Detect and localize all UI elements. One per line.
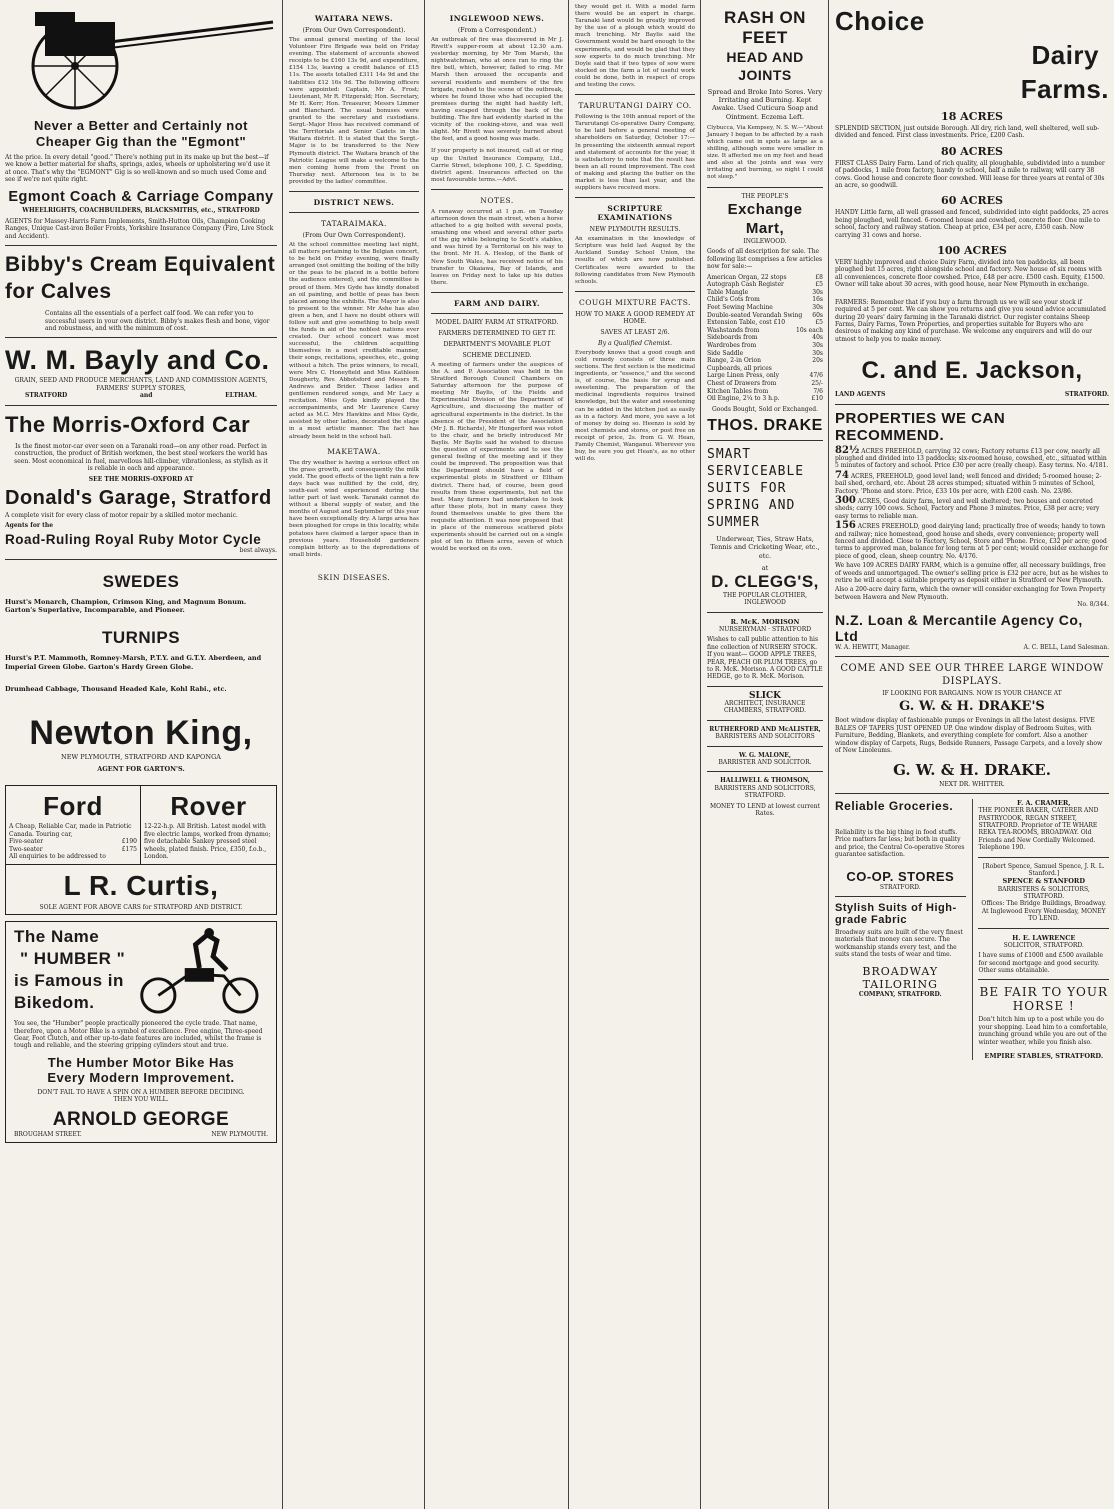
inglewood-body: An outbreak of fire was discovered in Mr J. Rivett's supper-room at about 12.30 a.m. yesterday morning, by Mr Tom Marsh, the nightwatchman, who at once ran to ring the fire bell, which, however, failed to ring. Mr Marsh then aroused the occupants and several residents and members of the fire brigade, rushed to the scene of the outbreak, where he found those who had occupied the premises during the night had hastily left, having escaped through the back of the building. The fire had evidently started in the vicinity of the cooking-stove, and was well alight. Mr Rivett was severely burned about the feet, and a good hosing was made. xyxy=(431,37,563,143)
insurance-notice: If your property is not insured, call at or ring up the United Insurance Company, Ltd., Carrie Street, telephone 100, J. C. Spedding, district agent. Insurances effected on the most favourable terms.—Advt. xyxy=(431,148,563,183)
egmont-headline-2: Cheaper Gig than the "Egmont" xyxy=(35,134,247,149)
list-item: Side Saddle 30s xyxy=(707,349,823,357)
farm-body: A meeting of farmers under the auspices of the A. and P. Association was held in the Stratford Borough Council Chambers on Saturday afternoon for the purpose of meeting Mr Baylis, of the Fields and Experimental Division of the Department of Agriculture, and discussing the matter of agricultural experiments in the district. In the absence of the President of the Association (Mr J. B. Richards), Mr Hungerford was voted to the chair, and he briefly introduced Mr Baylis. Mr Baylis said he wished to discuss the question of experiments and to see the general feeling of the meeting and if they could be improved. The proposition was that the Department should have a field of experimental plots in Stratford or Eltham district. There had, of course, been good results from these experiments, but not the best. Many farmers had undertaken to look after these plots, but in many cases they found themselves unable to give them the requisite attention. It was now proposed that in place of the numerous scattered plots experiments should be carried out on a single plot of ten to fifteen acres, seven of which would be worked on its own. xyxy=(431,361,563,553)
continued-body: they would get it. With a model farm there would be an expert in charge. Taranaki land would be greatly improved by the use of a plough which would do much trenching. Mr Baylis said the Government would be hard enough to the experiments, and would be glad that they sow experts to do much trenching. Mr Doyle said that if two types of sow were stocked on the farm a lot of useful work could be done, both in respect of crops and testing the cows. xyxy=(575,4,695,89)
empire-stables: EMPIRE STABLES, STRATFORD. xyxy=(984,1052,1104,1061)
list-item: American Organ, 22 stops £8 xyxy=(707,273,823,281)
column-land-agents xyxy=(830,0,1114,1509)
exchange-town: INGLEWOOD. xyxy=(743,237,787,245)
dealer-street: BROUGHAM STREET. xyxy=(14,1130,82,1138)
cough-by: By a Qualified Chemist. xyxy=(598,339,672,347)
list-item: Cupboards, all prices xyxy=(707,364,772,372)
egmont-body: At the price. In every detail "good." There's nothing put in its make up but the best—if we know a better material for shafts, springs, axles, wheels or upholstering we'd use it at once. That's why the "EGMONT" Gig is so well-known and so much used Come and see if we're not quite right. xyxy=(5,154,271,184)
thomson-name: HALLIWELL & THOMSON, xyxy=(720,777,810,785)
cabbage-line: Drumhead Cabbage, Thousand Headed Kale, Kohl Rabi., etc. xyxy=(5,684,227,693)
column-news-inglewood xyxy=(426,0,568,1509)
list-item: Double-seated Verandah Swing 60s xyxy=(707,311,823,319)
column-rule xyxy=(568,0,569,1509)
groceries-title: Reliable Groceries. xyxy=(835,798,954,813)
list-item: Large Linen Press, only 47/6 xyxy=(707,372,823,380)
stylish-body: Broadway suits are built of the very finest materials that money can secure. The workmanship stands every test, and the suits stand the tests of wear and time. xyxy=(835,928,963,959)
newton-advert xyxy=(5,713,277,773)
properties-extra: We have 109 ACRES DAIRY FARM, which is a genuine offer, all necessary buildings, free of weeds and unmortgaged. The owner's selling price is £32 per acre, but as he wishes to retire he will accept a suitable property as deposit either in Stratford or New Plymouth. xyxy=(835,562,1109,585)
rash-body: Clybucca, Via Kempsey, N. S. W.—"About January I began to be affected by a rash which came out in spots as large as a shilling, although some were smaller in size. It affected me on my feet and head and also at the joints and was very irritating and burning, so night I could not sleep." xyxy=(707,124,823,181)
egmont-headline: Never a Better and Certainly not xyxy=(34,118,248,133)
exchange-foot: Goods Bought, Sold or Exchanged. xyxy=(711,405,818,413)
list-item: Child's Cots from 16s xyxy=(707,296,823,304)
bayly-and: and xyxy=(139,392,153,400)
list-item: Autograph Cash Register £5 xyxy=(707,281,823,289)
humber-line-3: is Famous in xyxy=(14,971,124,991)
list-item: Kitchen Tables from 7/6 xyxy=(707,387,823,395)
humber-line-4: Bikedom. xyxy=(14,993,95,1013)
groceries-body: Reliability is the big thing in food stuffs. Price matters far less; but both in quality and price, the Central Co-operative Stores guarantee satisfaction. xyxy=(835,828,965,859)
curtis-name: L R. Curtis, xyxy=(63,869,219,901)
farms-heading: Farms. xyxy=(1020,74,1109,104)
tataraimaka-title: TATARAIMAKA. xyxy=(321,218,387,228)
farm-title: FARM AND DAIRY. xyxy=(454,298,540,308)
morris-body: Is the finest motor-car ever seen on a Taranaki road—on any other road. Perfect in construction, the product of British workmen, the best steel workers the world has seen. Most economical in fuel, marvellous hill-climber, vibrationless, as stylish as it is reliable in each and appearance. xyxy=(14,442,268,472)
egmont-company: Egmont Coach & Carriage Company xyxy=(8,188,274,205)
scripture-body: An examination in the knowledge of Scripture was held last August by the Auckland Sunday School Union, the results of which are now published. Certificates were awarded to the following candidates from New Plymouth schools. xyxy=(575,236,695,285)
malone-sub: BARRISTER AND SOLICITOR. xyxy=(718,759,812,766)
seeds-advert xyxy=(5,572,277,693)
rover-advert xyxy=(141,786,276,863)
bayly-eltham: ELTHAM. xyxy=(225,392,257,400)
spence-name: SPENCE & STANFORD xyxy=(1002,877,1085,886)
swedes-title: SWEDES xyxy=(102,571,180,591)
properties-ref: No. 8/344. xyxy=(1077,601,1109,609)
list-item: Sideboards from 40s xyxy=(707,334,823,342)
donald-garage: Donald's Garage, Stratford xyxy=(5,486,272,509)
egmont-trades: WHEELRIGHTS, COACHBUILDERS, BLACKSMITHS, etc., STRATFORD xyxy=(22,206,260,214)
morison-body: Wishes to call public attention to his fine collection of NURSERY STOCK. If you want— GOOD APPLE TREES, PEAR, PEACH OR PLUM TREES, go to R. McK. Morison. A GOOD CATTLE HEDGE, go to R. McK. Morison. xyxy=(707,636,823,681)
egmont-advert xyxy=(5,4,277,240)
tarurutangi-body: Following is the 16th annual report of the Tarurutangi Co-operative Dairy Company, to be laid before a general meeting of shareholders on Saturday, October 17:— In presenting the sixteenth annual report and statement of accounts for the year, it is satisfactory to note that the result has been an all round improvement. The cost of making and placing the butter on the market is less than last year, and the suppliers have received more. xyxy=(575,114,695,192)
spence-sub: BARRISTERS & SOLICITORS, STRATFORD. xyxy=(997,885,1090,900)
cough-subtitle: HOW TO MAKE A GOOD REMEDY AT HOME. xyxy=(575,310,695,325)
properties-extra-2: Also a 200-acre dairy farm, which the owner will consider exchanging for Town Property between Hawera and New Plymouth. xyxy=(835,586,1106,601)
ford-price-row: Five-seater £190 xyxy=(9,838,137,846)
slick-sub: ARCHITECT, INSURANCE CHAMBERS, STRATFORD. xyxy=(723,699,807,715)
smart-at: at xyxy=(761,563,769,572)
model-dairy-title: MODEL DAIRY FARM AT STRATFORD. xyxy=(435,318,559,326)
spence-office: Offices: The Bridge Buildings, Broadway. xyxy=(981,900,1107,908)
broadway-sub: COMPANY, STRATFORD. xyxy=(858,990,942,998)
exchange-mart: Exchange Mart, xyxy=(727,200,803,237)
district-title: DISTRICT NEWS. xyxy=(313,197,395,207)
list-item: 18 ACRES SPLENDID SECTION, just outside Borough. All dry, rich land, well sheltered, well sub-divided and fenced. First class investments. Price, £200 Cash. xyxy=(835,110,1100,140)
rover-body: 12-22-h.p. All British. Latest model with five electric lamps, worked from dynamo; five detachable Sankey pressed steel wheels, plated finish. Price, £350, f.o.b., London. xyxy=(144,823,271,860)
maketawa-title: MAKETAWA. xyxy=(327,446,381,456)
list-item: 300 ACRES, Good dairy farm, level and well sheltered; two houses and concreted sheds; carry 100 cows. School, Factory and Phone 3 minutes. Price, £38 per acre; very easy terms to reliable man. xyxy=(835,494,1100,520)
broadway-tailoring: BROADWAY TAILORING xyxy=(862,964,939,991)
ford-body: A Cheap, Reliable Car, made in Patriotic Canada. Touring car, xyxy=(9,823,132,838)
cough-body: Everybody knows that a good cough and cold remedy consists of three main sections. The first section is the medicinal ingredients, or "essence," and the second is, of course, the basis for syrup and sweetening. The preparation of the medicinal ingredients requires trained knowledge, but the water and sweetening can be added in the kitchen just as easily as in a factory. And more, you save a lot of money by doing so. Heenzo is sold by most chemists and stores, or post free on receipt of price, 2s. from G. W. Hean, Family Chemist, Wanganui. Wherever you buy, be sure you get Hean's, as no other will do. xyxy=(575,349,695,463)
gw-drake: G. W. & H. DRAKE'S xyxy=(899,699,1045,715)
np-results: NEW PLYMOUTH RESULTS. xyxy=(589,226,681,234)
column-news-dairy xyxy=(570,0,700,1509)
list-item: 80 ACRES FIRST CLASS Dairy Farm. Land of rich quality, all ploughable, subdivided into a number of paddocks, 1 mile from factory, handy to school, half a mile to railway, will carry 38 cows. Good house and concrete floor cowshed. Will lease for three years at rental of 30s an acre, so goodwill. xyxy=(835,144,1105,190)
waitara-body: The annual general meeting of the local Volunteer Fire Brigade was held on Friday evening. The statement of accounts showed receipts to be £160 13s 9d, and expenditure, £154 13s, leaving a credit balance of £15 11s. The assets totalled £311 14s 9d and the liabilities £12 16s 9d. The following officers were appointed: Captain, Mr A. Frost; Lieutenant, Mr R. Fitzgerald; Hon. Secretary, Mr H. Kerr; Hon. Treasurer, Messrs Limmer and Blanchard. The usual bonuses were granted to the secretary and custodians. Sergt.-Major Hess has received command of the Territorials and Senior Cadets in the Waitara district. It is stated that the Sergt.-Major is to be transferred to the New Plymouth district. The Waitara branch of the Patriotic League will make a welcome to the men coming home from the Front on Thursday next. Afternoon tea is to be provided by the ladies' committee. xyxy=(289,37,419,185)
list-item: Oil Engine, 2¼ to 3 h.p. £10 xyxy=(707,395,823,403)
gw-drake-2: G. W. & H. DRAKE. xyxy=(893,760,1051,779)
swedes-body: Hurst's Monarch, Champion, Crimson King, and Magnum Bonum. Garton's Superlative, Incomparable, and Pioneer. xyxy=(5,597,247,615)
dairy-heading: Dairy xyxy=(1031,40,1099,70)
list-item: 100 ACRES VERY highly improved and choice Dairy Farm, divided into ten paddocks, all been ploughed but 15 acres, right alongside school and factory. New house of six rooms with all conveniences, concrete floor cowshed. Price, £48 per acre. £500 cash. Equity, £1500. Owner will take about 30 acres, with good house, near New Plymouth in exchange. xyxy=(835,244,1105,289)
fair-body: Don't hitch him up to a post while you do your shopping. Lead him to a comfortable, munching ground while you are out of the winter weather, while you finish also. xyxy=(978,1016,1109,1046)
humber-advert xyxy=(5,921,277,1143)
rutherford-name: RUTHERFORD AND McALISTER, xyxy=(709,725,821,733)
morison-nurseryman: NURSERYMAN · STRATFORD xyxy=(718,625,812,633)
turnips-body: Hurst's P.T. Mammoth, Romney-Marsh, P.T.Y. and G.T.Y. Aberdeen, and Imperial Green Globe. Garton's Hardy Green Globe. xyxy=(5,654,262,671)
scripture-title: SCRIPTURE EXAMINATIONS xyxy=(597,204,673,223)
window-title: COME AND SEE OUR THREE LARGE WINDOW DISPLAYS. xyxy=(840,663,1104,688)
humber-cta: DON'T FAIL TO HAVE A SPIN ON A HUMBER BEFORE DECIDING. xyxy=(37,1088,245,1096)
list-item: Table Mangle 30s xyxy=(707,288,823,296)
bibby-title: Bibby's Cream Equivalent xyxy=(5,253,276,277)
bibby-advert xyxy=(5,251,277,332)
jackson-stratford: STRATFORD. xyxy=(1064,391,1109,399)
window-sub: IF LOOKING FOR BARGAINS. NOW IS YOUR CHANCE AT xyxy=(882,690,1062,698)
morison-name: R. McK. MORISON xyxy=(730,617,800,626)
column-news-waitara xyxy=(284,0,424,1509)
thos-drake: THOS. DRAKE xyxy=(707,417,823,435)
scheme-title: SCHEME DECLINED. xyxy=(462,351,532,359)
peoples-label: THE PEOPLE'S xyxy=(741,192,789,200)
farmers-note: FARMERS: Remember that if you buy a farm through us we will see your stock if required at 5 per cent. We can show you returns and give you sound advice accumulated during 20 years' dairy farming in the Taranaki district. Our register contains Sheep Farms, Dairy Farms, Town Properties, and properties suitable for Buyers who are desirous of making any kind of purchase. We welcome any enquirers and will do our utmost to help you to make money. xyxy=(835,298,1106,343)
car-adverts xyxy=(5,785,277,864)
ruby-motorcycle: Road-Ruling Royal Ruby Motor Cycle xyxy=(5,531,262,547)
ford-title: Ford xyxy=(43,791,103,822)
rash-title-2: HEAD AND JOINTS xyxy=(726,49,804,83)
column-rule xyxy=(424,0,425,1509)
column-advertisements-left xyxy=(0,0,282,1509)
loan-agency: N.Z. Loan & Mercantile Agency Co, Ltd xyxy=(835,611,1083,644)
humber-line-1: The Name xyxy=(14,927,100,947)
properties-list xyxy=(835,444,1109,561)
dealer-town: NEW PLYMOUTH. xyxy=(211,1130,268,1138)
loan-manager: W. A. HEWITT, Manager. xyxy=(835,643,910,651)
morris-title: The Morris-Oxford Car xyxy=(5,411,251,437)
list-item: 82½ ACRES FREEHOLD, carrying 32 cows; Factory returns £13 per cow, nearly all ploughed and divided into 13 paddocks; six-roomed house, cowshed, etc., situated within 5 minutes of factory and school. Price £30 per acre (really cheap). Easy terms. No. 4/181. xyxy=(835,444,1109,470)
bibby-body: Contains all the essentials of a perfect calf food. We can refer you to successful users in your own district. Bibby's makes flesh and bone, vigor and robustness, and with the minimum of cost. xyxy=(45,310,270,333)
bayly-advert xyxy=(5,343,277,399)
humber-body: You see, the "Humber" people practically pioneered the cycle trade. That name, therefore, upon a Motor Bike is a symbol of excellence. Free engine, Three-speed Gear, Foot Clutch, and other up-to-date features are included, whilst the frame is tough and reliable, and the steering gripping cylinders stout and true. xyxy=(14,1020,263,1050)
morris-advert xyxy=(5,411,277,554)
maketawa-body: The dry weather is having a serious effect on the grass growth, and consequently the milk yield. The good effects of the light rain a few days back was nullified by the cold, dry, south-east wind experienced during the latter part of last week. Taranaki cannot do without a liberal supply of water, and the months of August and September of this year have been exceptionally dry. A large area has been ploughed for crops in this locality, while potatoes have claimed a larger space than in previous years. Household gardeners complain bitterly as to the depredations of small birds. xyxy=(289,459,419,558)
smart-body: Underwear, Ties, Straw Hats, Tennis and Cricketing Wear, etc., etc. xyxy=(710,535,820,560)
cramer-phone: Telephone 190. xyxy=(978,844,1026,852)
list-item: 74 ACRES, FREEHOLD, good level land; well fenced and divided; 5-roomed house; 2-bail shed, orchard, etc. About 28 acres stumped; situated within 5 minutes of School, Factory. 'Phone and store. Price, £33 10s per acre, with £200 cash. No. 23/86. xyxy=(835,469,1102,495)
waitara-byline: (From Our Own Correspondent). xyxy=(302,27,406,34)
ford-price-row: Two-seater £175 xyxy=(9,845,137,853)
rover-title: Rover xyxy=(170,791,247,822)
jackson-name: C. and E. Jackson, xyxy=(861,357,1083,385)
humber-cta-2: THEN YOU WILL. xyxy=(113,1096,169,1104)
humber-tagline-2: Every Modern Improvement. xyxy=(47,1069,235,1085)
thomson-sub: BARRISTERS AND SOLICITORS, STRATFORD. xyxy=(714,784,816,800)
curtis-line: SOLE AGENT FOR ABOVE CARS for STRATFORD AND DISTRICT. xyxy=(39,903,243,911)
spence-inglewood: At Inglewood Every Wednesday, MONEY TO LEND. xyxy=(981,907,1106,923)
newton-name: Newton King, xyxy=(29,713,253,752)
waitara-title: WAITARA NEWS. xyxy=(314,14,394,23)
stylish-title: Stylish Suits of High-grade Fabric xyxy=(835,901,957,926)
fair-title: BE FAIR TO YOUR HORSE ! xyxy=(979,985,1108,1014)
newton-loc: NEW PLYMOUTH, STRATFORD AND KAPONGA xyxy=(61,752,221,761)
list-item: Chest of Drawers from 25/- xyxy=(707,379,823,387)
spence-names: [Robert Spence, Samuel Spence, J. R. L. Stanford.] xyxy=(982,862,1105,877)
coop-loc: STRATFORD. xyxy=(879,883,921,891)
inglewood-title: INGLEWOOD NEWS. xyxy=(449,14,545,23)
stock-note: best always. xyxy=(239,546,277,554)
rash-sub: Spread and Broke Into Sores. Very Irritating and Burning. Kept Awake. Used Cuticura Soap and Ointment. Eczema Left. xyxy=(707,88,823,121)
newton-agent: AGENT FOR GARTON'S. xyxy=(97,765,185,774)
slick-name: SLICK xyxy=(748,690,782,701)
ford-enquiries: All enquiries to be addressed to xyxy=(9,853,106,861)
curtis-advert xyxy=(5,865,277,915)
list-item: Wardrobes from 30s xyxy=(707,341,823,349)
choice-heading: Choice xyxy=(835,6,925,36)
gw-next: NEXT DR. WHITTER. xyxy=(939,780,1005,788)
humber-tagline: The Humber Motor Bike Has xyxy=(47,1054,235,1070)
clegg-sub: THE POPULAR CLOTHIER, INGLEWOOD xyxy=(722,591,808,607)
column-rule xyxy=(700,0,701,1509)
bayly-name: W. M. Bayly and Co. xyxy=(5,345,270,376)
skin-title: SKIN DISEASES. xyxy=(317,572,391,582)
tataraimaka-body: At the school committee meeting last night, all matters pertaining to the Belgian concert, to be held on Friday evening, were finally arranged (not omitting the boiling of the billy or the peas to be placed in a bottle before the audience entered), and the committee is proud of them. Mrs Gyde has kindly donated an oil painting, and bottle of peas has been placed among the exhibits. The Mayor is also to present to the winner. Mr Ashe has also given a hen, and I have no doubt others will follow suit and give something to help swell the funds in aid of the noblest nations ever created. Our school concert was most successful, the children acquitting themselves in a most creditable manner, their songs, recitations, speeches, etc., going without a hitch. The prize winners, to recall, were Mrs C. Honeyfield and Miss Kathleen Dougherty, Rev. Abbotsford and Messrs R. Andrews and Brider. These ladies and gentlemen rendered songs, and Mr Lacy a recitation. Miss Gyde kindly played the accompaniments, and Mr Laurence Carey acted as M.C. Mrs Hawkins and Miss Gyde, assisted by other ladies, decorated the stage in a most artistic manner. The fact has already been held in the school hall. xyxy=(289,241,419,440)
cramer-body: THE PIONEER BAKER, CATERER AND PASTRYCOOK, REGAN STREET, STRATFORD. Proprietor of TE WHARE REKA TEA-ROOMS, BROADWAY. Old Friends and New Cordially Welcomed. xyxy=(978,807,1099,844)
motorcycle-rider-illustration xyxy=(131,926,268,1016)
list-item: Range, 2-in Orion 20s xyxy=(707,357,823,365)
column-rule xyxy=(828,0,829,1509)
bibby-title-2: for Calves xyxy=(5,280,112,304)
morris-see: SEE THE MORRIS-OXFORD AT xyxy=(88,476,194,484)
bayly-stratford: STRATFORD xyxy=(25,392,68,400)
smart-suits-title: SMART SERVICEABLE SUITS FOR SPRING AND SUMMER xyxy=(707,447,805,531)
loan-salesman: A. C. BELL, Land Salesman. xyxy=(1023,643,1109,651)
column-rule xyxy=(282,0,283,1509)
ford-advert xyxy=(6,786,141,863)
rash-title: RASH ON FEET xyxy=(724,8,806,47)
money-to-lend: MONEY TO LEND at lowest current Rates. xyxy=(709,802,821,818)
notes-body: A runaway occurred at 1 p.m. on Tuesday afternoon down the main street, when a horse attached to a gig bolted with several posts, smashing one wheel and several other parts of the gig while belonging to Scott's stables, and was hired by a Territorial on his way to the front. Mr H. A. Heslop, of the Bank of New South Wales, has received notice of his transfer to Okaiawa, Bay of Islands, and leaves on Friday next to take up his duties there. xyxy=(431,208,563,286)
notes-title: NOTES. xyxy=(480,195,514,205)
cough-saves: SAVES AT LEAST 2/6. xyxy=(600,328,670,336)
list-item: Washstands from 10s each xyxy=(707,326,823,334)
farms-list xyxy=(835,110,1109,289)
garage-agents: Agents for the xyxy=(5,522,54,530)
lawrence-name: H. E. LAWRENCE xyxy=(1012,933,1076,942)
jackson-land-agents: LAND AGENTS xyxy=(835,391,886,399)
tataraimaka-byline: (From Our Own Correspondent). xyxy=(302,231,406,239)
bayly-line: GRAIN, SEED AND PRODUCE MERCHANTS, LAND AND COMMISSION AGENTS, FARMERS' SUPPLY STORES, xyxy=(14,377,268,392)
coop-stores: CO-OP. STORES xyxy=(846,868,955,884)
gig-carriage-illustration xyxy=(5,4,277,112)
turnips-title: TURNIPS xyxy=(101,628,181,648)
lawrence-sub: SOLICITOR, STRATFORD. xyxy=(1003,941,1084,949)
malone-name: W. G. MALONE, xyxy=(739,751,791,759)
tarurutangi-title: TARURUTANGI DAIRY CO. xyxy=(578,101,692,111)
arnold-george: ARNOLD GEORGE xyxy=(52,1108,230,1130)
cramer-name: F. A. CRAMER, xyxy=(1017,798,1071,807)
window-body: Boot window display of fashionable pumps or Evenings in all the latest designs. FIVE BALES OF TAPERS JUST OPENED UP. One window display of Bedroom Suites, with Furniture, Bedding, Blankets, and everything complete for comfort. Also a another window display of Carpets, Rugs, Bedside Runners, Passage Carpets, and a lovely show of New Linoleums. xyxy=(835,717,1103,755)
column-advertisements-middle xyxy=(702,0,828,1509)
list-item: Feet Sewing Machine 30s xyxy=(707,303,823,311)
properties-title: PROPERTIES WE CAN RECOMMEND. xyxy=(835,409,1006,444)
exchange-list xyxy=(707,274,823,403)
garage-body: A complete visit for every class of motor repair by a skilled motor mechanic. xyxy=(5,511,238,519)
egmont-agents: AGENTS for Massey-Harris Farm Implements, Smith-Hutton Oils, Champion Cooking Ranges, Unique Cast-iron Boiler Fronts, Yorkshire Insurance Company (Fire, Live Stock and Accident). xyxy=(5,218,274,240)
list-item: Extension Table, cost £10 £5 xyxy=(707,319,823,327)
exchange-intro: Goods of all description for sale. The following list comprises a few articles now for sale:— xyxy=(707,248,823,271)
list-item: 60 ACRES HANDY Little farm, all well grassed and fenced, subdivided into eight paddocks, 25 acres being ploughed, well fenced. 6-roomed house and cowshed, concrete floor. One mile to school, factory and railway station. Cheap at price, £34 per acre, £350 cash. Now carrying 31 cows and horse. xyxy=(835,194,1109,239)
department-title: DEPARTMENT'S MOVABLE PLOT xyxy=(443,340,551,348)
inglewood-byline: (From a Correspondent.) xyxy=(457,27,537,34)
list-item: 156 ACRES FREEHOLD, good dairying land; practically free of weeds; handy to town and railway; nice homestead, good house and sheds, every convenience; property well fenced and divided. Close to Factory, School, Store and 'Phone. Price, £32 per acre; good terms to approved man, balance for long term at 5 per cent; would consider exchange for piece of good, clean, sheep country. No. 4/176. xyxy=(835,520,1109,560)
humber-line-2: " HUMBER " xyxy=(20,949,126,969)
farmers-title: FARMERS DETERMINED TO GET IT. xyxy=(438,329,556,337)
lawrence-body: I have sums of £1000 and £500 available for second mortgage and good security. Other sums obtainable. xyxy=(978,952,1104,975)
rutherford-sub: BARRISTERS AND SOLICITORS xyxy=(715,733,815,741)
cough-title: COUGH MIXTURE FACTS. xyxy=(579,297,691,307)
clegg-name: D. CLEGG'S, xyxy=(711,571,819,591)
